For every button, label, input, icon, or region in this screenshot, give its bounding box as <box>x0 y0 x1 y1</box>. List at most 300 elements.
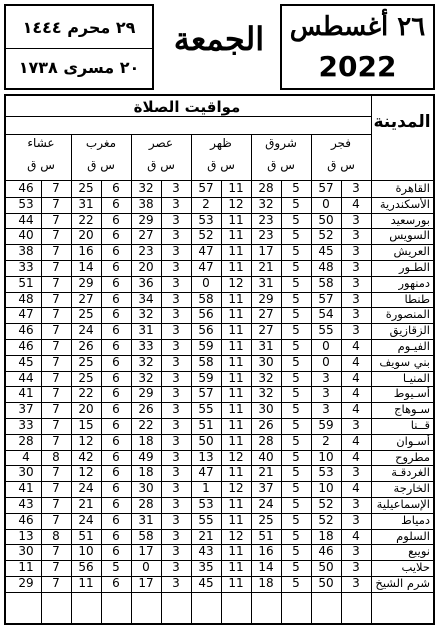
shorouk-minute: 17 <box>258 244 274 259</box>
table-row <box>6 371 433 387</box>
isha-hour: 7 <box>52 386 60 401</box>
isha-minute: 11 <box>18 560 34 575</box>
isha-minute: 13 <box>18 528 34 543</box>
table-row <box>6 544 433 560</box>
dhuhr-minute: 56 <box>198 307 214 322</box>
fajr-minute: 3 <box>322 386 330 401</box>
maghrib-minute: 12 <box>78 433 94 448</box>
isha-hour: 7 <box>52 181 60 195</box>
table-row <box>6 292 433 308</box>
dhuhr-minute: 57 <box>198 386 214 401</box>
shorouk-minute: 16 <box>258 544 274 559</box>
shorouk-minute: 31 <box>258 339 274 353</box>
shorouk-minute: 28 <box>258 433 274 448</box>
fajr-hour: 4 <box>352 528 360 543</box>
city-name: الزقازيق <box>389 323 430 338</box>
isha-minute: 40 <box>18 228 34 243</box>
asr-hour: 3 <box>172 449 180 464</box>
maghrib-minute: 24 <box>78 481 94 496</box>
shorouk-hour: 5 <box>292 576 300 590</box>
isha-minute: 44 <box>18 212 34 227</box>
isha-minute: 30 <box>18 544 34 559</box>
fajr-minute: 57 <box>318 291 334 306</box>
fajr-hour: 3 <box>352 497 360 511</box>
maghrib-minute: 21 <box>78 497 94 511</box>
maghrib-hour: 6 <box>112 497 120 511</box>
dhuhr-hour: 11 <box>228 339 244 353</box>
dhuhr-minute: 35 <box>198 560 214 575</box>
asr-minute: 26 <box>138 402 154 417</box>
asr-minute: 31 <box>138 512 154 527</box>
asr-minute: 28 <box>138 497 154 511</box>
city-name: الطـور <box>399 260 430 274</box>
isha-hour: 7 <box>52 212 60 227</box>
isha-hour: 7 <box>52 291 60 306</box>
maghrib-hour: 6 <box>112 181 120 195</box>
city-name: حلايب <box>401 560 430 575</box>
hour-minute-subheader: س ق <box>327 158 355 172</box>
dhuhr-hour: 11 <box>228 244 244 259</box>
city-column-header: المدينة <box>373 112 431 132</box>
city-name: الأسكندرية <box>379 196 430 211</box>
asr-minute: 18 <box>138 465 154 480</box>
shorouk-minute: 40 <box>258 449 274 464</box>
fajr-hour: 3 <box>352 244 360 259</box>
maghrib-minute: 25 <box>78 181 94 195</box>
table-row <box>6 386 433 402</box>
isha-hour: 7 <box>52 307 60 322</box>
dhuhr-minute: 50 <box>198 433 214 448</box>
dhuhr-minute: 47 <box>198 465 214 480</box>
maghrib-minute: 12 <box>78 465 94 480</box>
dhuhr-hour: 11 <box>228 386 244 401</box>
fajr-minute: 54 <box>318 307 334 322</box>
maghrib-hour: 6 <box>112 481 120 496</box>
maghrib-minute: 26 <box>78 339 94 353</box>
dhuhr-hour: 11 <box>228 307 244 322</box>
fajr-minute: 52 <box>318 228 334 243</box>
city-name: القاهرة <box>395 181 430 195</box>
maghrib-minute: 25 <box>78 307 94 322</box>
shorouk-minute: 14 <box>258 560 274 575</box>
dhuhr-minute: 58 <box>198 291 214 306</box>
fajr-minute: 48 <box>318 260 334 274</box>
shorouk-hour: 5 <box>292 386 300 401</box>
asr-hour: 3 <box>172 560 180 575</box>
fajr-minute: 53 <box>318 465 334 480</box>
maghrib-minute: 10 <box>78 544 94 559</box>
hijri-date-box <box>4 4 154 90</box>
shorouk-hour: 5 <box>292 244 300 259</box>
maghrib-minute: 24 <box>78 323 94 338</box>
maghrib-minute: 27 <box>78 291 94 306</box>
shorouk-hour: 5 <box>292 354 300 369</box>
prayer-header-fajr: فجر <box>330 136 352 150</box>
maghrib-hour: 6 <box>112 307 120 322</box>
isha-hour: 7 <box>52 481 60 496</box>
shorouk-hour: 5 <box>292 544 300 559</box>
maghrib-hour: 6 <box>112 402 120 417</box>
maghrib-hour: 6 <box>112 418 120 432</box>
isha-hour: 7 <box>52 418 60 432</box>
dhuhr-hour: 12 <box>228 196 244 211</box>
fajr-hour: 4 <box>352 196 360 211</box>
asr-hour: 3 <box>172 433 180 448</box>
fajr-minute: 46 <box>318 544 334 559</box>
fajr-minute: 3 <box>322 402 330 417</box>
asr-minute: 36 <box>138 275 154 290</box>
city-name: دمياط <box>401 512 430 527</box>
shorouk-hour: 5 <box>292 212 300 227</box>
shorouk-hour: 5 <box>292 275 300 290</box>
shorouk-hour: 5 <box>292 323 300 338</box>
shorouk-hour: 5 <box>292 560 300 575</box>
fajr-minute: 18 <box>318 528 334 543</box>
isha-minute: 41 <box>18 481 34 496</box>
fajr-hour: 3 <box>352 181 360 195</box>
shorouk-hour: 5 <box>292 196 300 211</box>
dhuhr-hour: 11 <box>228 418 244 432</box>
prayer-header-isha: عشاء <box>27 136 55 150</box>
fajr-hour: 3 <box>352 512 360 527</box>
maghrib-minute: 22 <box>78 386 94 401</box>
fajr-minute: 45 <box>318 244 334 259</box>
table-row <box>6 197 433 213</box>
dhuhr-hour: 11 <box>228 497 244 511</box>
isha-minute: 48 <box>18 291 34 306</box>
asr-hour: 3 <box>172 275 180 290</box>
dhuhr-minute: 47 <box>198 244 214 259</box>
asr-hour: 3 <box>172 402 180 417</box>
table-row <box>6 323 433 339</box>
maghrib-minute: 51 <box>78 528 94 543</box>
asr-hour: 3 <box>172 228 180 243</box>
fajr-minute: 0 <box>322 196 330 211</box>
maghrib-hour: 6 <box>112 512 120 527</box>
shorouk-hour: 5 <box>292 481 300 496</box>
isha-minute: 4 <box>22 449 30 464</box>
shorouk-hour: 5 <box>292 512 300 527</box>
shorouk-minute: 37 <box>258 481 274 496</box>
maghrib-minute: 31 <box>78 196 94 211</box>
city-name: الغردقـة <box>391 465 430 480</box>
table-row <box>6 576 433 592</box>
shorouk-minute: 26 <box>258 418 274 432</box>
fajr-hour: 3 <box>352 275 360 290</box>
dhuhr-hour: 12 <box>228 449 244 464</box>
asr-minute: 32 <box>138 354 154 369</box>
shorouk-hour: 5 <box>292 465 300 480</box>
dhuhr-hour: 11 <box>228 212 244 227</box>
asr-hour: 3 <box>172 370 180 385</box>
dhuhr-hour: 11 <box>228 354 244 369</box>
hour-minute-subheader: س ق <box>207 158 235 172</box>
asr-minute: 27 <box>138 228 154 243</box>
isha-hour: 7 <box>52 433 60 448</box>
dhuhr-hour: 11 <box>228 370 244 385</box>
asr-hour: 3 <box>172 465 180 480</box>
fajr-minute: 10 <box>318 449 334 464</box>
city-name: قــنا <box>410 418 430 432</box>
table-row <box>6 560 433 576</box>
asr-hour: 3 <box>172 323 180 338</box>
fajr-minute: 0 <box>322 339 330 353</box>
isha-minute: 46 <box>18 512 34 527</box>
dhuhr-minute: 1 <box>202 481 210 496</box>
table-row <box>6 339 433 355</box>
city-name: أسـوان <box>396 433 430 448</box>
asr-hour: 3 <box>172 528 180 543</box>
maghrib-hour: 6 <box>112 465 120 480</box>
asr-minute: 32 <box>138 307 154 322</box>
asr-hour: 3 <box>172 339 180 353</box>
table-title: مواقيت الصلاة <box>133 98 241 116</box>
isha-hour: 7 <box>52 465 60 480</box>
fajr-hour: 4 <box>352 386 360 401</box>
dhuhr-minute: 57 <box>198 181 214 195</box>
maghrib-minute: 22 <box>78 212 94 227</box>
fajr-hour: 3 <box>352 560 360 575</box>
dhuhr-minute: 53 <box>198 497 214 511</box>
dhuhr-minute: 56 <box>198 323 214 338</box>
divider <box>6 48 152 49</box>
prayer-times-table <box>4 94 435 625</box>
city-name: دمنهور <box>398 275 430 290</box>
maghrib-hour: 6 <box>112 291 120 306</box>
prayer-header-asr: عصر <box>148 136 174 150</box>
asr-hour: 3 <box>172 354 180 369</box>
shorouk-minute: 24 <box>258 497 274 511</box>
shorouk-hour: 5 <box>292 433 300 448</box>
maghrib-hour: 6 <box>112 386 120 401</box>
maghrib-minute: 16 <box>78 244 94 259</box>
dhuhr-hour: 11 <box>228 181 244 195</box>
shorouk-hour: 5 <box>292 291 300 306</box>
isha-hour: 7 <box>52 497 60 511</box>
shorouk-hour: 5 <box>292 418 300 432</box>
city-name: المنيـا <box>402 370 430 385</box>
fajr-hour: 4 <box>352 433 360 448</box>
fajr-hour: 3 <box>352 307 360 322</box>
maghrib-minute: 15 <box>78 418 94 432</box>
asr-minute: 17 <box>138 544 154 559</box>
hour-minute-subheader: س ق <box>27 158 55 172</box>
isha-hour: 7 <box>52 323 60 338</box>
gregorian-day-month: ٢٦ أغسطس <box>289 12 426 42</box>
table-row <box>6 513 433 529</box>
table-row <box>6 307 433 323</box>
asr-minute: 23 <box>138 244 154 259</box>
isha-minute: 37 <box>18 402 34 417</box>
city-name: المنصورة <box>385 307 430 322</box>
dhuhr-hour: 12 <box>228 275 244 290</box>
isha-hour: 7 <box>52 560 60 575</box>
isha-hour: 7 <box>52 260 60 274</box>
table-row <box>6 434 433 450</box>
isha-minute: 28 <box>18 433 34 448</box>
asr-hour: 3 <box>172 512 180 527</box>
isha-hour: 7 <box>52 228 60 243</box>
isha-minute: 46 <box>18 339 34 353</box>
isha-hour: 7 <box>52 576 60 590</box>
dhuhr-minute: 58 <box>198 354 214 369</box>
dhuhr-hour: 12 <box>228 528 244 543</box>
city-name: الفيـوم <box>397 339 430 353</box>
dhuhr-hour: 11 <box>228 402 244 417</box>
dhuhr-minute: 51 <box>198 418 214 432</box>
row-divider <box>6 592 433 593</box>
isha-minute: 29 <box>18 576 34 590</box>
dhuhr-minute: 21 <box>198 528 214 543</box>
asr-hour: 3 <box>172 181 180 195</box>
fajr-minute: 59 <box>318 418 334 432</box>
isha-minute: 45 <box>18 354 34 369</box>
shorouk-minute: 32 <box>258 370 274 385</box>
table-row <box>6 355 433 371</box>
dhuhr-hour: 11 <box>228 465 244 480</box>
asr-hour: 3 <box>172 418 180 432</box>
city-name: مطروح <box>395 449 430 464</box>
fajr-hour: 3 <box>352 418 360 432</box>
asr-minute: 30 <box>138 481 154 496</box>
fajr-hour: 3 <box>352 576 360 590</box>
hour-minute-subheader: س ق <box>87 158 115 172</box>
table-row <box>6 228 433 244</box>
shorouk-hour: 5 <box>292 307 300 322</box>
fajr-hour: 4 <box>352 339 360 353</box>
dhuhr-minute: 55 <box>198 512 214 527</box>
dhuhr-hour: 11 <box>228 512 244 527</box>
maghrib-minute: 29 <box>78 275 94 290</box>
fajr-hour: 4 <box>352 481 360 496</box>
shorouk-minute: 27 <box>258 307 274 322</box>
asr-hour: 3 <box>172 481 180 496</box>
dhuhr-minute: 59 <box>198 339 214 353</box>
shorouk-minute: 30 <box>258 402 274 417</box>
maghrib-minute: 25 <box>78 370 94 385</box>
asr-minute: 17 <box>138 576 154 590</box>
weekday-label: الجمعة <box>173 20 265 58</box>
table-row <box>6 244 433 260</box>
table-row <box>6 260 433 276</box>
isha-hour: 7 <box>52 512 60 527</box>
asr-hour: 3 <box>172 386 180 401</box>
dhuhr-hour: 11 <box>228 576 244 590</box>
dhuhr-minute: 45 <box>198 576 214 590</box>
asr-minute: 33 <box>138 339 154 353</box>
fajr-minute: 50 <box>318 576 334 590</box>
asr-minute: 22 <box>138 418 154 432</box>
shorouk-hour: 5 <box>292 402 300 417</box>
dhuhr-minute: 2 <box>202 196 210 211</box>
maghrib-minute: 11 <box>78 576 94 590</box>
dhuhr-hour: 11 <box>228 323 244 338</box>
shorouk-minute: 18 <box>258 576 274 590</box>
maghrib-hour: 6 <box>112 196 120 211</box>
maghrib-hour: 6 <box>112 370 120 385</box>
city-name: الخارجة <box>393 481 430 496</box>
asr-minute: 32 <box>138 181 154 195</box>
asr-hour: 3 <box>172 244 180 259</box>
shorouk-hour: 5 <box>292 181 300 195</box>
asr-hour: 3 <box>172 260 180 274</box>
asr-minute: 32 <box>138 370 154 385</box>
isha-hour: 7 <box>52 275 60 290</box>
asr-minute: 0 <box>142 560 150 575</box>
isha-minute: 30 <box>18 465 34 480</box>
maghrib-hour: 6 <box>112 544 120 559</box>
maghrib-hour: 6 <box>112 275 120 290</box>
dhuhr-hour: 11 <box>228 560 244 575</box>
isha-minute: 46 <box>18 181 34 195</box>
asr-minute: 58 <box>138 528 154 543</box>
fajr-minute: 3 <box>322 370 330 385</box>
dhuhr-hour: 11 <box>228 260 244 274</box>
fajr-minute: 57 <box>318 181 334 195</box>
shorouk-hour: 5 <box>292 339 300 353</box>
coptic-date: ٢٠ مسرى ١٧٣٨ <box>18 58 140 77</box>
dhuhr-minute: 0 <box>202 275 210 290</box>
maghrib-hour: 6 <box>112 260 120 274</box>
prayer-header-maghrib: مغرب <box>85 136 117 150</box>
shorouk-hour: 5 <box>292 260 300 274</box>
dhuhr-hour: 11 <box>228 228 244 243</box>
isha-minute: 38 <box>18 244 34 259</box>
maghrib-hour: 6 <box>112 323 120 338</box>
shorouk-minute: 31 <box>258 275 274 290</box>
asr-hour: 3 <box>172 576 180 590</box>
isha-hour: 7 <box>52 370 60 385</box>
maghrib-minute: 20 <box>78 228 94 243</box>
asr-hour: 3 <box>172 291 180 306</box>
shorouk-minute: 23 <box>258 228 274 243</box>
isha-minute: 51 <box>18 275 34 290</box>
isha-minute: 33 <box>18 260 34 274</box>
city-name: الإسماعيلية <box>376 497 430 511</box>
shorouk-hour: 5 <box>292 228 300 243</box>
isha-minute: 43 <box>18 497 34 511</box>
fajr-hour: 3 <box>352 260 360 274</box>
shorouk-hour: 5 <box>292 497 300 511</box>
isha-hour: 7 <box>52 402 60 417</box>
dhuhr-hour: 11 <box>228 291 244 306</box>
prayer-header-shorouk: شروق <box>265 136 297 150</box>
fajr-minute: 52 <box>318 497 334 511</box>
maghrib-hour: 5 <box>112 560 120 575</box>
fajr-hour: 4 <box>352 370 360 385</box>
dhuhr-hour: 11 <box>228 433 244 448</box>
fajr-minute: 2 <box>322 433 330 448</box>
city-name: بورسعيد <box>390 212 430 227</box>
fajr-hour: 4 <box>352 449 360 464</box>
asr-hour: 3 <box>172 497 180 511</box>
city-name: بني سويف <box>379 354 430 369</box>
fajr-hour: 3 <box>352 544 360 559</box>
shorouk-minute: 29 <box>258 291 274 306</box>
city-name: نويبع <box>408 544 430 559</box>
asr-minute: 29 <box>138 212 154 227</box>
maghrib-hour: 6 <box>112 449 120 464</box>
maghrib-minute: 56 <box>78 560 94 575</box>
maghrib-hour: 6 <box>112 228 120 243</box>
maghrib-hour: 6 <box>112 433 120 448</box>
fajr-minute: 55 <box>318 323 334 338</box>
isha-hour: 7 <box>52 339 60 353</box>
table-row <box>6 276 433 292</box>
table-row <box>6 481 433 497</box>
isha-minute: 33 <box>18 418 34 432</box>
isha-minute: 46 <box>18 323 34 338</box>
